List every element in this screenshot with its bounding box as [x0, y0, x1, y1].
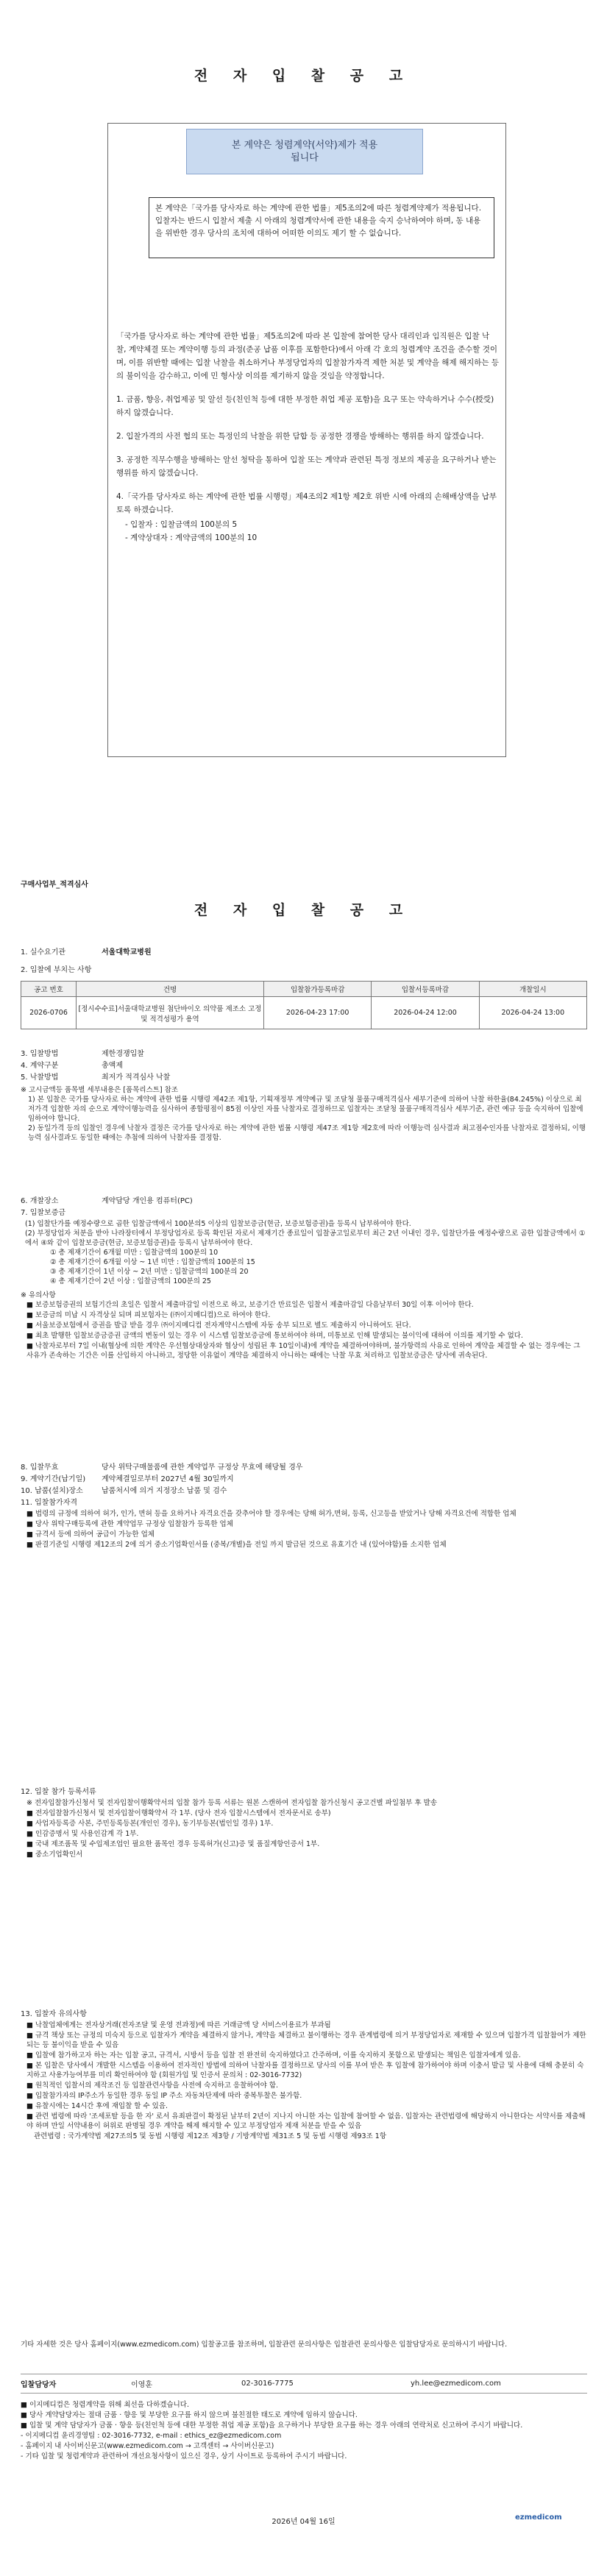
pledge-item: 1. 금품, 향응, 취업제공 및 알선 등(친인척 등에 대한 부정한 취업 제공 포함)을 요구 또는 약속하거나 수수(授受)하지 않겠습니다.	[116, 395, 494, 417]
list-item: ■ 입찰에 참가하고자 하는 자는 입찰 공고, 규격서, 시방서 등을 입찰 전 완전히 숙지하였다고 간주하며, 이를 숙지하지 못함으로 발생되는 책임은 입찰자에게 있음.	[26, 2051, 521, 2059]
section-label: 5. 낙찰방법	[21, 1074, 59, 1082]
list-item: ■ 중소기업확인서	[26, 1851, 83, 1859]
rate-line: ③ 총 제재기간이 1년 이상 ~ 2년 미만 : 입찰금액의 100분의 20	[50, 1268, 249, 1276]
section-label: 8. 입찰무효	[21, 1463, 59, 1472]
note: ※ 고시금액등 품목별 세부내용은 [품목리스트] 참조	[21, 1086, 179, 1094]
contact-phone: 02-3016-7775	[241, 2380, 294, 2388]
list-item: ■ 입찰 및 계약 담당자가 금품 · 향응 등(친인척 등에 대한 부정한 취업 제공 포함)을 요구하거나 부당한 요구를 하는 경우 아래의 연락처로 신고하여 주시기 바랍니다.	[21, 2421, 523, 2430]
note: (1) 입찰단가를 예정수량으로 곱한 입찰금액에서 100분의5 이상의 입찰보증금(현금, 보증보험증권)을 등록시 납부하여야 한다.	[25, 1220, 411, 1228]
rate-line: ① 총 제재기간이 6개월 미만 : 입찰금액의 100분의 10	[50, 1249, 219, 1257]
list-item: ■ 법령의 규정에 의하여 허가, 인가, 면허 등을 요하거나 자격요건을 갖추어야 할 경우에는 당해 허가,면허, 등록, 신고등을 받았거나 당해 자격요건에 적합한 업체	[26, 1510, 517, 1518]
list-item: - 이지메디컴 윤리경영팀 : 02-3016-7732, e-mail : ethics_ez@ezmedicom.com	[21, 2432, 282, 2440]
section-value: 서울대학교병원	[102, 948, 152, 957]
pledge-item: 3. 공정한 직무수행을 방해하는 알선 청탁을 통하여 입찰 또는 계약과 관련된 특정 정보의 제공을 요구하거나 받는 행위를 하지 않겠습니다.	[116, 455, 497, 478]
contact-label: 입찰담당자	[21, 2381, 57, 2389]
pledge-intro: 「국가를 당사자로 하는 계약에 관한 법률」제5조의2에 따라 본 입찰에 참여한 당사 대리인과 임직원은 입찰 낙찰, 계약체결 또는 계약이행 등의 과정(준공 납품 이후를 포함한다)에서 아래 각 호의 청렴계약 조건을 준수할 것이며, 이를 위반할 때에는 입찰 낙찰을 취소하거나 부정당업자의 입찰참가자격 제한 처분 및 계약을 해제 해지하는 등의 불이익을 감수하고, 이에 민 형사상 이의를 제기하지 않을 것임을 약정합니다.	[116, 332, 499, 380]
list-item: ■ 최초 발행한 입찰보증금증권 금액의 변동이 있는 경우 이 시스템 입찰보증금에 통보하여야 하며, 미통보로 인해 발생되는 불이익에 대하여 이의를 제기할 수 없다.	[26, 1332, 523, 1340]
warning-list	[21, 1300, 587, 1360]
table-header: 공고 번호	[21, 982, 77, 997]
table-header: 건명	[77, 982, 264, 997]
contact-name: 이영훈	[131, 2381, 152, 2389]
list-item: 관련법령 : 국가계약법 제27조의5 및 동법 시행령 제12조 제3항 / 기방계약법 제31조 5 및 동법 시행령 제93조 1항	[34, 2132, 386, 2140]
list-item: ■ 원칙적인 입찰서의 제작조건 등 입찰관련사항을 사전에 숙지하고 응찰하여야 함.	[26, 2082, 279, 2090]
list-item: ■ 낙찰업체에게는 전자상거래(전자조달 및 운영 전과정)에 따른 거래금액 당 서비스이용료가 부과됨	[26, 2021, 331, 2029]
sections-6-7	[21, 1196, 587, 1361]
table-header: 입찰서등록마감	[372, 982, 479, 997]
table-cell: 2026-04-24 13:00	[479, 997, 586, 1029]
rate-line: ② 총 제재기간이 6개월 이상 ~ 1년 미만 : 입찰금액의 100분의 15	[50, 1258, 255, 1266]
notice-date: 2026년 04월 16일	[271, 2518, 336, 2526]
table-cell: [정시수수료]서울대학교병원 첨단바이오 의약품 제조소 고정 및 적격성평가 용역	[77, 997, 264, 1029]
table-header: 개찰일시	[479, 982, 586, 997]
integrity-banner: 본 계약은 청렴계약(서약)제가 적용됩니다	[186, 129, 423, 174]
list-item: ■ 당사 계약담당자는 절대 금품 · 향응 및 부당한 요구를 하지 않으며 불친절한 태도로 계약에 임하지 않습니다.	[21, 2411, 358, 2419]
department-label: 구매사업부_적격심사	[21, 881, 88, 889]
footer-list	[21, 2400, 587, 2461]
list-item: ■ 보증보험증권의 보험기간의 초일은 입찰서 제출마감일 이전으로 하고, 보증기간 만료일은 입찰서 제출마감일 다음날부터 30일 이후 이어야 한다.	[26, 1301, 474, 1309]
documents-list	[21, 1798, 587, 1859]
list-item: ■ 본 입찰은 당사에서 개발한 시스템을 이용하여 전자적인 방법에 의하여 낙찰자를 결정하므로 당사의 이를 부여 받은 후 입찰에 참가하여야 하며 이충서 발급 및 사용에 대해 충분히 숙지하고 사용가능여부를 미리 확인하여야 함 (회원가입 및 인증서 문의처 : 02-3016-7732)	[26, 2062, 584, 2079]
list-item: ■ 당사 위탁구매등록에 관한 계약업무 규정상 입찰참가 등록한 업체	[26, 1520, 233, 1528]
section-label: 4. 계약구분	[21, 1062, 59, 1070]
page-title: 전 자 입 찰 공 고	[194, 68, 413, 84]
penalty-line: - 입찰자 : 입찰금액의 100분의 5	[125, 520, 238, 529]
section-12	[21, 1786, 587, 1860]
penalty-line: - 계약상대자 : 계약금액의 100분의 10	[125, 533, 258, 542]
list-item: ■ 규격서 등에 의하여 공급이 가능한 업체	[26, 1530, 155, 1539]
section-label: 10. 납품(설치)장소	[21, 1487, 83, 1495]
footer-info	[21, 2400, 587, 2462]
integrity-notice-box: 본 계약은「국가를 당사자로 하는 계약에 관한 법률」제5조의2에 따른 청렴계약제가 적용됩니다. 입찰자는 반드시 입찰서 제출 시 아래의 청렴계약서에 관한 내용을 숙지 승낙하여야 하며, 동 내용을 위반한 경우 당사의 조치에 대하여 어떠한 이의도 제기 할 수 없습니다.	[149, 197, 494, 258]
list-item: - 홈페이지 내 사이버신문고(www.ezmedicom.com → 고객센터 → 사이버신문고)	[21, 2442, 274, 2450]
section-value: 총액제	[102, 1062, 123, 1070]
section-value: 계약체결일로부터 2027년 4월 30일까지	[102, 1475, 234, 1483]
section-label: 1. 실수요기관	[21, 948, 66, 957]
bid-table	[21, 981, 587, 1029]
section-label: 13. 입찰자 유의사항	[21, 2010, 87, 2018]
section-label: 7. 입찰보증금	[21, 1209, 66, 1217]
sections-8-11	[21, 1462, 587, 1550]
list-item: ■ 전자입찰참가신청서 및 전자입찰이행확약서 각 1부. (당사 전자 입찰시스템에서 전자문서로 송부)	[26, 1809, 331, 1817]
table-cell: 2026-04-23 17:00	[264, 997, 372, 1029]
company-logo: ezmedicom	[515, 2513, 562, 2522]
sections-3-5	[21, 1049, 587, 1143]
note: 2) 동일가격 등의 입찰인 경우에 낙찰자 결정은 국가를 당사자로 하는 계약에 관한 법률 시행령 제47조 제1항 제2호에 따라 이행능력 심사결과 최고점수인자를 낙찰자로 결정하되, 이행능력 심사결과도 동일한 때에는 추첨에 의하여 낙찰자를 결정함.	[28, 1124, 586, 1142]
list-item: ■ 보증금의 미납 시 자격상실 되며 피보험자는 (㈜이지메디컴)으로 하여야 한다.	[26, 1311, 271, 1319]
table-cell: 2026-0706	[21, 997, 77, 1029]
list-item: ■ 국내 제조품목 및 수입제조업인 필요한 품목인 경우 등록허가(신고)증 및 품질계항인증서 1부.	[26, 1840, 320, 1848]
section-1	[21, 947, 587, 976]
list-item: ■ 입찰참가자의 IP주소가 동일한 경우 동일 IP 주소 자동차단제에 따라 중복투찰은 불가함.	[26, 2092, 302, 2100]
section-label: 12. 입찰 참가 등록서류	[21, 1788, 96, 1796]
section-label: 3. 입찰방법	[21, 1050, 59, 1058]
list-item: ■ 유찰시에는 14시간 후에 재입찰 할 수 있음.	[26, 2102, 168, 2110]
list-item: ■ 규격 책상 또는 규정의 미숙지 등으로 입찰자가 계약을 체결하지 않거나, 계약을 체결하고 불이행하는 경우 관계법령에 의거 부정당업자로 제재할 수 있으며 입찰가격 입찰참여가 제한되는 등 불이익을 받을 수 있음	[26, 2032, 586, 2049]
table-cell: 2026-04-24 12:00	[372, 997, 479, 1029]
list-item: ■ 판결기준일 시행령 제12조의 2에 의거 중소기업확인서를 (중복/개별)을 전일 까지 발급된 것으로 유효기간 내 (있어야함)를 소지한 업체	[26, 1541, 447, 1549]
section-value: 계약담당 개인용 컴퓨터(PC)	[102, 1197, 193, 1205]
contact-email[interactable]: yh.lee@ezmedicom.com	[411, 2380, 501, 2388]
section-label: 2. 입찰에 부치는 사항	[21, 966, 92, 974]
table-header: 입찰참가등록마감	[264, 982, 372, 997]
list-item: - 기타 입찰 및 청렴계약과 관련하여 개선요청사항이 있으신 경우, 상기 사이트로 등록하여 주시기 바랍니다.	[21, 2452, 347, 2460]
section-label: 9. 계약기간(납기일)	[21, 1475, 86, 1483]
list-item: ■ 관련 법령에 따라 '조세포탈 등을 한 자' 로서 유죄판결이 확정된 날부터 2년이 지나지 아니한 자는 입찰에 참여할 수 없음. 입찰자는 관련법령에 해당하지 아니한다는 서약서를 제출해야 하며 만일 서약내용이 허위로 판명될 경우 계약을 해제 해지할 수 있고 부정당업자 제재 처분을 받을 수 있음	[26, 2112, 586, 2130]
list-item: ■ 이지메디컴은 청렴계약을 위해 최선을 다하겠습니다.	[21, 2401, 189, 2409]
integrity-pledge	[116, 330, 499, 544]
list-item: ■ 서울보증보험에서 증권을 발급 받을 경우 ㈜이지메디컴 전자계약시스템에 자동 송부 되므로 별도 제출하지 아니하여도 된다.	[26, 1321, 411, 1330]
list-item: ■ 낙찰자로부터 7일 이내(협상에 의한 계약은 우선협상대상자와 협상이 성립된 후 10일이내)에 계약을 체결하여야하며, 불가항력의 사유로 인하여 계약을 체결할 수 없는 경우에는 그 사유가 존속하는 기간은 이를 산입하지 아니하고, 정당한 이유없이 계약을 체결하지 아니하는 때에는 낙찰 무효 처리하고 입찰보증금은 당사에 귀속된다.	[26, 1342, 581, 1360]
section-value: 당사 위탁구매물품에 관한 계약업무 규정상 무효에 해당될 경우	[102, 1463, 303, 1472]
contact-note: 기타 자세한 것은 당사 홈페이지(www.ezmedicom.com) 입찰공고를 참조하며, 입찰관련 문의사항은 입찰관련 문의사항은 입찰담당자로 문의하시기 바랍니다.	[21, 2341, 508, 2349]
section-13	[21, 2009, 587, 2142]
eligibility-list	[21, 1509, 587, 1550]
bid-table-wrap	[21, 981, 587, 1029]
section-value: 납품처시에 의거 지정장소 납품 및 검수	[102, 1487, 227, 1495]
note: (2) 부정당업자 처분을 받아 나라장터에서 부정당업자로 등록 확인된 자로서 제재기간 종료일이 입찰공고일로부터 최근 2년 이내인 경우, 입찰단가를 예정수량으로 곱한 입찰금액에서 ①에서 ④와 같이 입찰보증금(현금, 보증보험증권)을 등록시 납부하여야 한다.	[25, 1230, 586, 1247]
section-value: 최저가 적격심사 낙찰	[102, 1074, 171, 1082]
bid-notice-title: 전 자 입 찰 공 고	[194, 902, 413, 918]
pledge-item: 2. 입찰가격의 사전 협의 또는 특정인의 낙찰을 위한 담합 등 공정한 경쟁을 방해하는 행위를 하지 않겠습니다.	[116, 432, 484, 441]
list-item: ■ 인감증명서 및 사용인감계 각 1부.	[26, 1830, 139, 1838]
note-title: ※ 유의사항	[21, 1291, 56, 1299]
section-label: 6. 개찰장소	[21, 1197, 59, 1205]
list-item: ■ 사업자등록증 사본, 주민등록등본(개인인 경우), 동기부등본(법인일 경우) 1부.	[26, 1820, 274, 1828]
pledge-item: 4.「국가를 당사자로 하는 계약에 관한 법률 시행령」제4조의2 제1항 제2호 위반 시에 아래의 손해배상액을 납부토록 하겠습니다.	[116, 492, 497, 514]
list-item: ※ 전자입찰참가신청서 및 전자입찰이행확약서의 입찰 참가 등록 서류는 원본 스캔하여 전자입찰 참가신청시 공고건별 파일첨부 후 발송	[26, 1799, 437, 1807]
note: 1) 본 입찰은 국가를 당사자로 하는 계약에 관한 법률 시행령 제42조 제1항, 기획재정부 계약예규 및 조달청 물품구매적격심사 세부기준에 의하여 낙찰 하한율(84.245%) 이상으로 최저가격 입찰한 자의 순으로 계약이행능력을 심사하여 종합평점이 85점 이상인 자를 낙찰자로 결정하므로 입찰자는 조달청 물품구매적격심사 세부기준, 관련 예규 등을 숙지하여 입찰에 임하여야 합니다.	[28, 1096, 583, 1123]
section-value: 제한경쟁입찰	[102, 1050, 144, 1058]
contact-row	[21, 2374, 587, 2394]
caution-list	[21, 2020, 587, 2141]
section-label: 11. 입찰참가자격	[21, 1499, 78, 1507]
rate-line: ④ 총 제재기간이 2년 이상 : 입찰금액의 100분의 25	[50, 1277, 211, 1285]
